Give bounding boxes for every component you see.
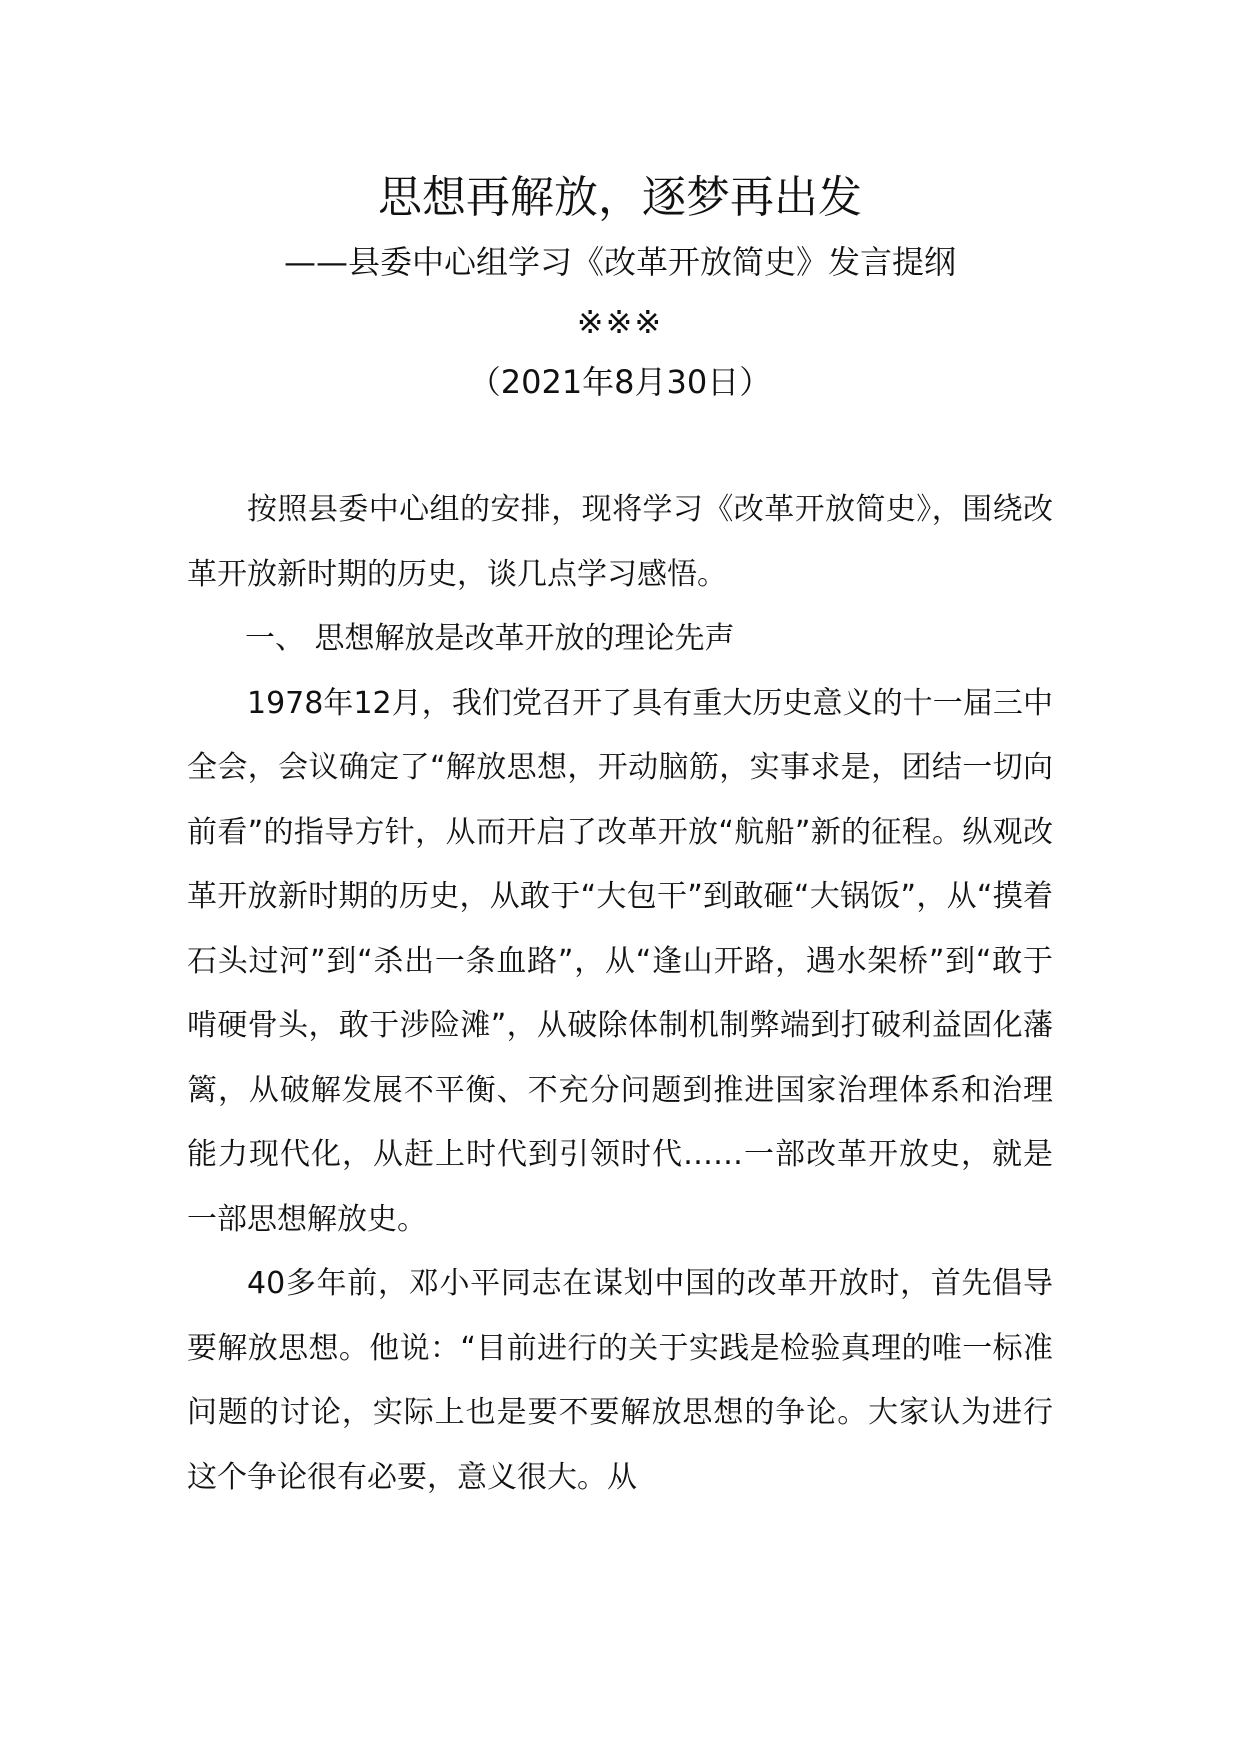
body-paragraph-2: 40多年前，邓小平同志在谋划中国的改革开放时，首先倡导要解放思想。他说：“目前进行的关于实践是检验真理的唯一标准问题的讨论，实际上也是要不要解放思想的争论。大家认为进行这个争论很有必要，意义很大。从 [187, 1266, 1053, 1495]
document-title: 思想再解放，逐梦再出发 [378, 172, 862, 223]
body-paragraph-1: 1978年12月，我们党召开了具有重大历史意义的十一届三中全会，会议确定了“解放思想，开动脑筋，实事求是，团结一切向前看”的指导方针，从而开启了改革开放“航船”新的征程。纵观改革开放新时期的历史，从敢于“大包干”到敢砸“大锅饭”，从“摸着石头过河”到“杀出一条血路”，从“逢山开路，遇水架桥”到“敢于啃硬骨头，敢于涉险滩”，从破除体制机制弊端到打破利益固化藩篱，从破解发展不平衡、不充分问题到推进国家治理体系和治理能力现代化，从赶上时代到引领时代……一部改革开放史，就是一部思想解放史。 [187, 685, 1053, 1237]
document-subtitle: ——县委中心组学习《改革开放简史》发言提纲 [283, 243, 956, 281]
section-heading-1: 一、 思想解放是改革开放的理论先声 [245, 621, 735, 656]
document-date: （2021年8月30日） [468, 363, 772, 401]
intro-paragraph: 按照县委中心组的安排，现将学习《改革开放简史》，围绕改革开放新时期的历史，谈几点学习感悟。 [187, 492, 1053, 592]
document-body [187, 478, 1053, 1510]
document-author: ※※※ [576, 303, 664, 341]
